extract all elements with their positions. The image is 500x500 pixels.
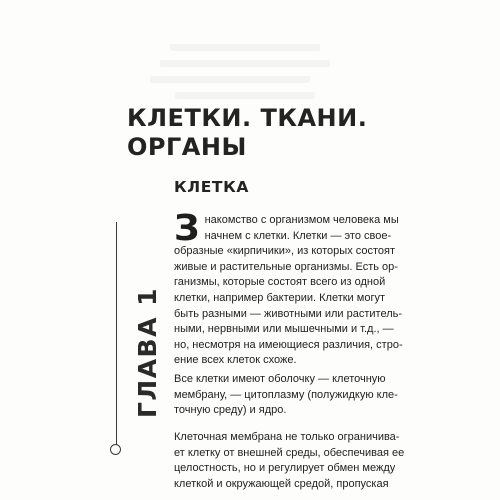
text-line: но, несмотря на имеющиеся различия, стро- [174,338,403,351]
chapter-title-line: ОРГАНЫ [127,133,247,161]
chapter-title [127,104,367,162]
text-line: накомство с организмом человека мы [204,214,399,226]
chapter-title-line: КЛЕТКИ. ТКАНИ. [127,104,368,132]
text-line: клетки, например бактерии. Клетки могут [174,291,385,304]
text-line: Все клетки имеют оболочку — клеточную [174,373,386,385]
drop-cap: З [174,208,200,249]
text-line: ение всех клеток схоже. [174,354,297,367]
text-line: ганизмы, которые состоят всего из одной [174,276,386,289]
text-line: ет клетку от внешней среды, обеспечивая ее [174,446,405,459]
text-line: живые и растительные организмы. Есть ор- [174,260,398,273]
show-through-line [170,44,320,51]
show-through-line [150,76,310,83]
show-through-line [160,60,330,67]
paragraph-membrane [174,430,405,492]
text-line: точную среду) и ядро. [174,404,287,417]
chapter-rule [116,222,117,448]
text-line: Клеточная мембрана не только ограничива- [174,431,400,443]
text-line: начнем с клетки. Клетки — это свое- [204,229,392,242]
show-through-line [175,92,315,99]
text-line: мембрану, — цитоплазму (полужидкую кле- [174,388,398,401]
text-line: ными, нервными или мышечными и т.д., — [174,323,394,336]
paragraph-intro [174,208,403,369]
paragraph-structure [174,372,398,419]
chapter-side-label: ГЛАВА 1 [133,286,162,418]
text-line: быть разными — животными или раститель- [174,307,403,320]
text-line: целостность, но и регулирует обмен между [174,462,396,475]
section-title: КЛЕТКА [174,178,249,196]
text-line: клеткой и окружающей средой, пропуская [174,477,389,490]
text-line: образные «кирпичики», из которых состоят [174,245,396,258]
chapter-rule-circle [110,444,121,455]
